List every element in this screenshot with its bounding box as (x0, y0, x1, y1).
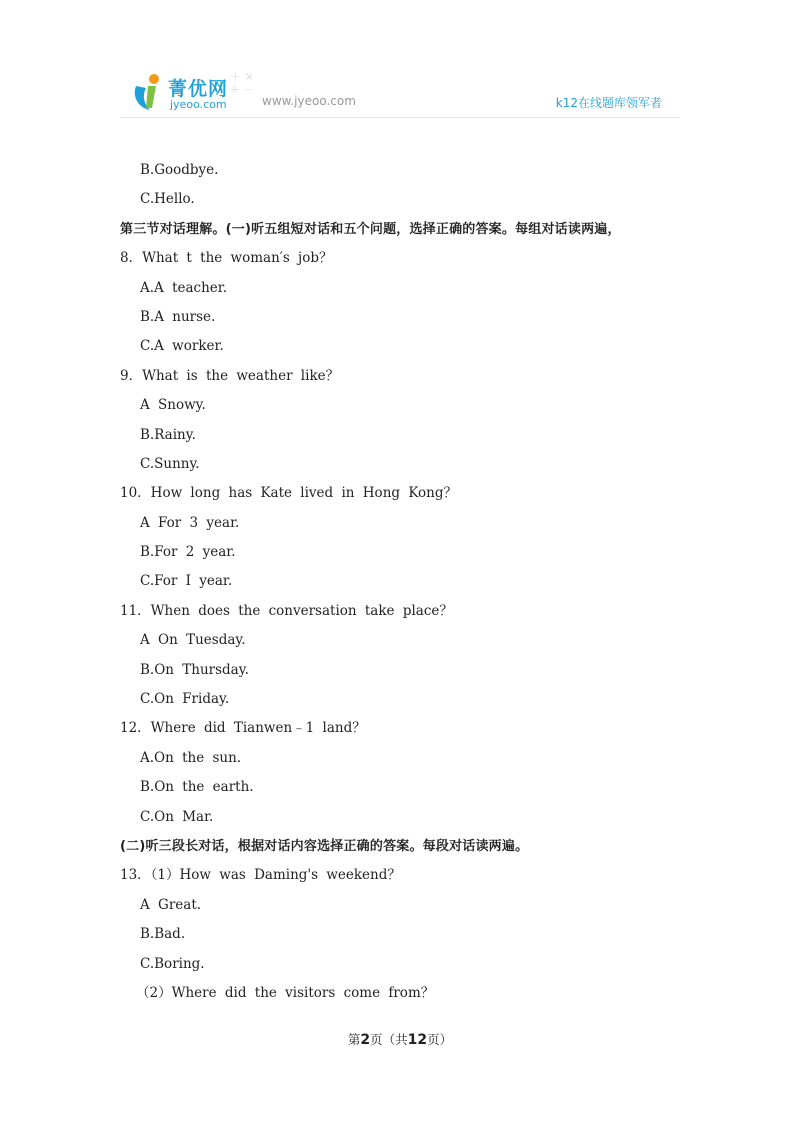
question-line: 13．（1）How was Daming's weekend？ (120, 867, 401, 884)
section-heading: (二)听三段长对话，根据对话内容选择正确的答案。每段对话读两遍。 (120, 838, 529, 854)
answer-option: C.Boring. (140, 955, 205, 972)
page-header (120, 66, 680, 118)
question-line: 10．How long has Kate lived in Hong Kong？ (120, 485, 458, 502)
answer-option: C.On Mar. (140, 808, 214, 825)
header-slogan: k12在线题库领军者 (555, 96, 662, 110)
answer-option: C.Sunny. (140, 455, 200, 472)
answer-option: B.For 2 year. (140, 544, 236, 561)
question-line: 11．When does the conversation take place？ (120, 602, 453, 619)
answer-option: B.A nurse. (140, 308, 216, 325)
answer-option: A Great. (140, 896, 202, 913)
answer-option: A.On the sun. (140, 749, 242, 766)
answer-option: C.On Friday. (140, 691, 230, 708)
question-line: 8．What t the woman′s job？ (120, 250, 333, 267)
footer-prefix: 第 (347, 1032, 361, 1047)
page-footer (0, 1030, 800, 1048)
answer-option: A For 3 year. (140, 514, 240, 531)
question-line: 12．Where did Tianwen﹣1 land？ (120, 720, 366, 737)
footer-suffix: 页） (427, 1032, 453, 1047)
answer-option: B.On Thursday. (140, 661, 249, 678)
answer-option: A.A teacher. (140, 279, 228, 296)
answer-option: B.On the earth. (140, 779, 254, 796)
math-operators-icon: ＋ × ÷ － (230, 70, 254, 96)
logo-title: 菁优网 (168, 78, 229, 100)
answer-option: C.A worker. (140, 338, 224, 355)
answer-option: A Snowy. (140, 397, 206, 414)
question-line: 9．What is the weather like？ (120, 367, 340, 384)
answer-option: C.For I year. (140, 573, 233, 590)
answer-option: B.Bad. (140, 926, 186, 943)
answer-option: A On Tuesday. (140, 632, 246, 649)
header-divider (120, 117, 680, 118)
footer-total-pages: 12 (407, 1032, 428, 1048)
section-heading: 第三节对话理解。(一)听五组短对话和五个问题，选择正确的答案。每组对话读两遍， (120, 221, 621, 237)
answer-option: B.Goodbye. (140, 162, 219, 178)
footer-middle: 页（共 (370, 1032, 408, 1047)
answer-option: C.Hello. (140, 191, 195, 208)
logo-domain: jyeoo.com (170, 98, 227, 111)
jyeoo-logo[interactable] (130, 72, 240, 114)
logo-figure-icon (130, 72, 166, 114)
answer-option: B.Rainy. (140, 426, 196, 443)
document-body (120, 156, 680, 1008)
site-url-link[interactable]: www.jyeoo.com (262, 94, 356, 108)
footer-page-number: 2 (360, 1032, 371, 1048)
sub-question-line: （2）Where did the visitors come from？ (136, 984, 435, 1001)
